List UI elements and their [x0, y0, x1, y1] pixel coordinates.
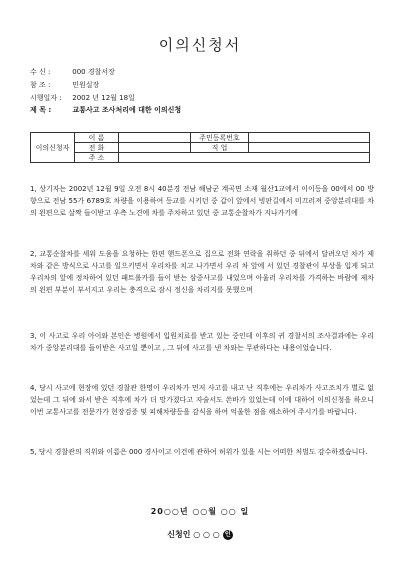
document-title: 이의신청서: [158, 36, 242, 54]
meta-recipient-label: 수 신 :: [30, 68, 51, 76]
paragraph-4: 4, 당시 사고에 현장에 있던 경찰관 한명이 우리차가 먼저 사고를 내고 난 직후에는 우리차가 사고조치가 별로 없었는데 그 뒤에 와서 받은 직후에 차가 더 망가졌다고 자술서도 쓴바가 있었는데 이에 대하여 이의신청을 하오니 이번 교통사고를 전문가가 현장검증 및 피해차량등을 감식을 하여 억울한 점을 해소하여 주시기를 바랍니다.: [30, 384, 374, 416]
meta-reference-value: 민원실장: [72, 81, 100, 89]
occupation-value: [249, 143, 370, 153]
paragraph-5: 5, 당시 경찰관의 직위와 이름은 000 경사이고 이건에 관하여 허위가 있을 시는 어떠한 처벌도 감수하겠습니다.: [30, 448, 368, 456]
meta-date: [30, 94, 135, 103]
paragraph-2: 2, 교통순찰차를 세워 도움을 요청하는 한편 핸드폰으로 집으로 전화 연락을 취하던 중 뒤에서 달려오던 차가 제차와 같은 방식으로 사고를 일으키면서 우리차를 치고 나가면서 우리 차 앞에 서 있던 경찰관이 부상을 입게 되고 우리차의 앞에 정차하여 있던 패트롤카를 들이 받는 삼중사고를 내었으며 아울러 우리차를 가격하는 바람에 제차의 왼편 부분이 부서지고 우리는 충격으로 잠시 정신을 차리지를 못했으며: [30, 250, 374, 294]
applicant-section-label: 이의신청자: [31, 133, 75, 163]
id-number-label: 주민등록번호: [191, 133, 249, 143]
id-number-value: [249, 133, 370, 143]
occupation-label: 직 업: [191, 143, 249, 153]
meta-date-label: 시행일자 :: [30, 94, 62, 102]
document-date: 20○○년 ○○월 ○○ 일: [150, 507, 250, 516]
meta-subject-value: 교통사고 조사처리에 대한 이의신청: [72, 106, 182, 114]
meta-reference: [30, 81, 99, 90]
meta-recipient: [30, 68, 115, 77]
signer-name: 신청인 ○ ○ ○: [167, 530, 220, 539]
meta-recipient-value: 000 경찰서장: [72, 68, 115, 76]
paragraph-1: 1, 상기자는 2002년 12월 9일 오전 8시 40분경 전남 해남군 계곡면 소재 월산1교에서 이이등을 00에서 00 방향으로 전남 55가 6789호 차량을 이용하여 등교를 시키던 중 갑이 앞에서 빙판길에서 미끄러져 중앙분리대를 차의 왼편으로 살짝 들이받고 우측 노견에 차를 주차하고 있던 중 교통순찰차가 지나가기에: [30, 185, 374, 217]
address-label: 주 소: [75, 153, 119, 163]
address-value: [119, 153, 370, 163]
phone-value: [119, 143, 191, 153]
phone-label: 전 화: [75, 143, 119, 153]
meta-reference-label: 참 조 :: [30, 81, 51, 89]
signer-line: [0, 529, 400, 540]
meta-date-value: 2002 년 12월 18일: [72, 94, 135, 102]
paragraph-3: 3, 이 사고로 우리 아이와 본인은 병원에서 입원치료를 받고 있는 중인데 이후의 귀 경찰서의 조사결과에는 우리차가 중앙분리대를 들이받은 사고일 뿐이고 , 그 뒤에 사고를 낸 차와는 무관하다는 내용이었습니다.: [30, 332, 374, 352]
name-value: [119, 133, 191, 143]
meta-subject: [30, 106, 181, 115]
name-label: 이 름: [75, 133, 119, 143]
meta-subject-label: 제 목 :: [30, 106, 52, 114]
applicant-table: [30, 132, 370, 163]
seal-stamp: 인: [223, 530, 233, 540]
